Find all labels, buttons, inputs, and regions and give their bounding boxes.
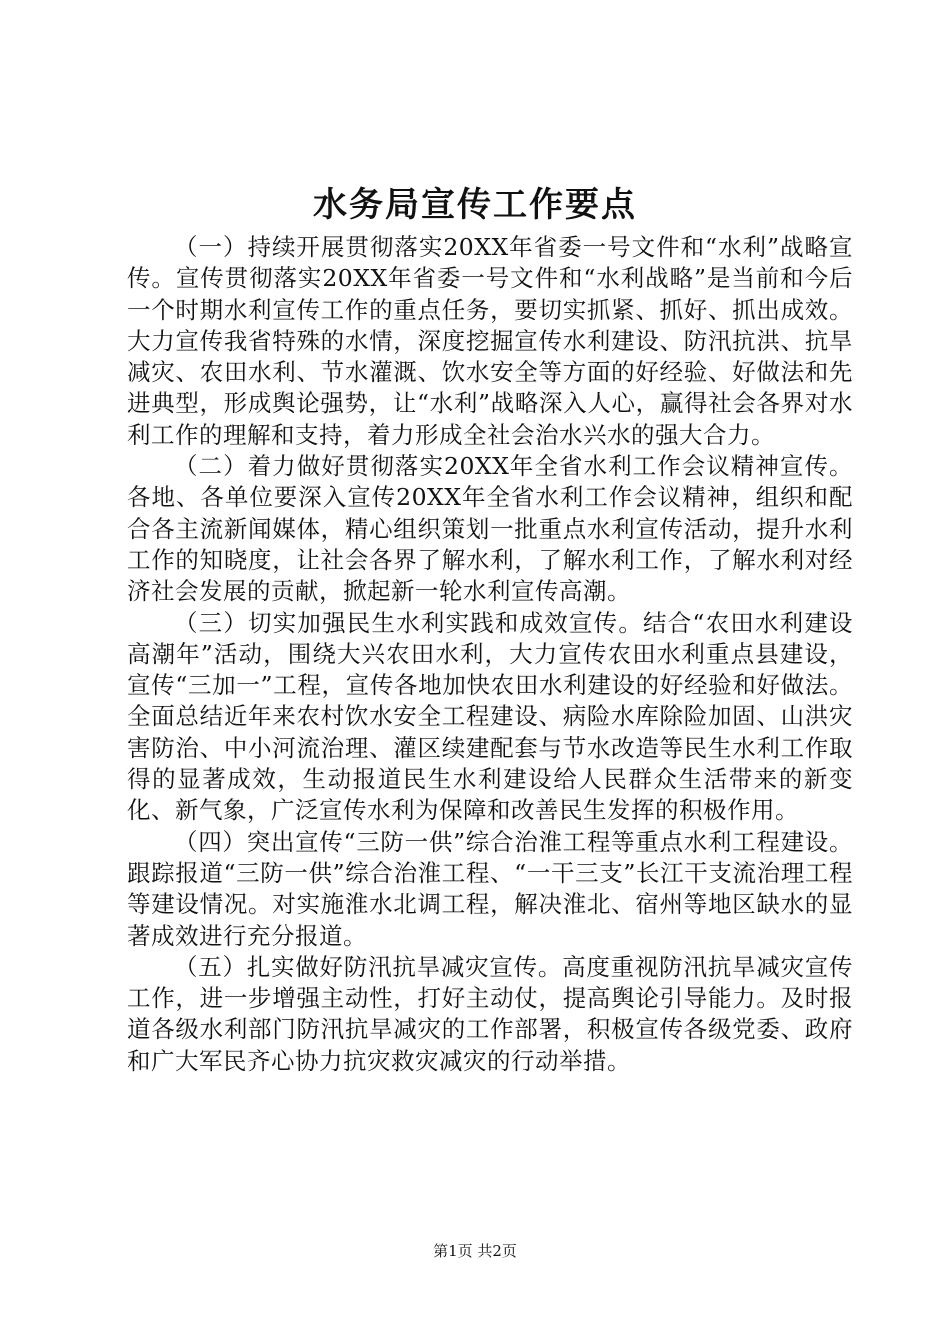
paragraph-1: （一）持续开展贯彻落实20XX年省委一号文件和“水利”战略宣传。宣传贯彻落实20XX年省委一号文件和“水利战略”是当前和今后一个时期水利宣传工作的重点任务，要切实抓紧、抓好、抓出成效。大力宣传我省特殊的水情，深度挖掘宣传水利建设、防汛抗洪、抗旱减灾、农田水利、节水灌溉、饮水安全等方面的好经验、好做法和先进典型，形成舆论强势，让“水利”战略深入人心，赢得社会各界对水利工作的理解和支持，着力形成全社会治水兴水的强大合力。 (127, 233, 853, 449)
paragraph-5: （五）扎实做好防汛抗旱减灾宣传。高度重视防汛抗旱减灾宣传工作，进一步增强主动性，打好主动仗，提高舆论引导能力。及时报道各级水利部门防汛抗旱减灾的工作部署，积极宣传各级党委、政府和广大军民齐心协力抗灾救灾减灾的行动举措。 (127, 952, 853, 1075)
page-footer: 第1页 共2页 (433, 1242, 517, 1260)
paragraph-4: （四）突出宣传“三防一供”综合治淮工程等重点水利工程建设。跟踪报道“三防一供”综合治淮工程、“一干三支”长江干支流治理工程等建设情况。对实施淮水北调工程，解决淮北、宿州等地区缺水的显著成效进行充分报道。 (127, 827, 853, 950)
paragraph-2: （二）着力做好贯彻落实20XX年全省水利工作会议精神宣传。各地、各单位要深入宣传20XX年全省水利工作会议精神，组织和配合各主流新闻媒体，精心组织策划一批重点水利宣传活动，提升水利工作的知晓度，让社会各界了解水利，了解水利工作，了解水利对经济社会发展的贡献，掀起新一轮水利宣传高潮。 (127, 452, 853, 606)
document-title: 水务局宣传工作要点 (313, 185, 637, 225)
document-body (127, 232, 853, 1077)
paragraph-3: （三）切实加强民生水利实践和成效宣传。结合“农田水利建设高潮年”活动，围绕大兴农田水利，大力宣传农田水利重点县建设，宣传“三加一”工程，宣传各地加快农田水利建设的好经验和好做法。全面总结近年来农村饮水安全工程建设、病险水库除险加固、山洪灾害防治、中小河流治理、灌区续建配套与节水改造等民生水利工作取得的显著成效，生动报道民生水利建设给人民群众生活带来的新变化、新气象，广泛宣传水利为保障和改善民生发挥的积极作用。 (127, 608, 853, 825)
